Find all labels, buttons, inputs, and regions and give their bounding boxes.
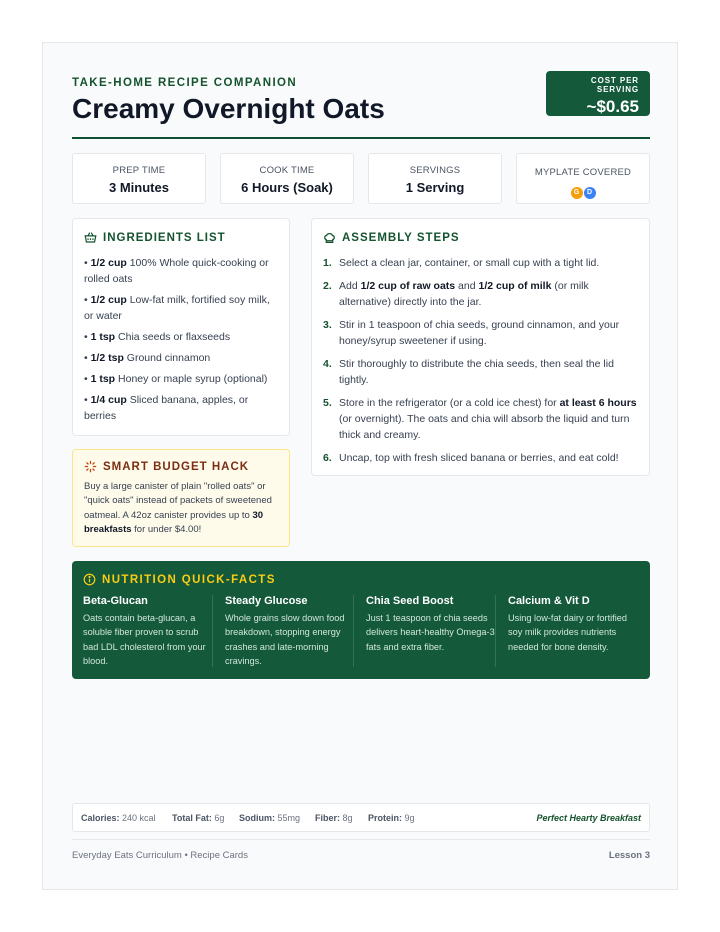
step-item xyxy=(323,255,638,271)
summary-label: Protein: xyxy=(368,813,403,823)
summary-value: 9g xyxy=(402,813,415,823)
summary-label: Sodium: xyxy=(239,813,275,823)
bold-text: 1/2 cup of raw oats xyxy=(360,280,456,292)
ingredient-qty: 1/2 tsp xyxy=(90,352,124,364)
fact-divider xyxy=(353,595,354,667)
stat-myplate xyxy=(516,153,650,204)
summary-label: Fiber: xyxy=(315,813,341,823)
step-text xyxy=(339,317,638,349)
fact-divider xyxy=(212,595,213,667)
chef-hat-icon xyxy=(323,231,336,244)
page-title: Creamy Overnight Oats xyxy=(72,93,385,124)
fact-steady-glucose xyxy=(225,595,355,671)
stats-row xyxy=(72,153,650,204)
cost-value: ~$0.65 xyxy=(586,97,639,116)
text-run: for under $4.00! xyxy=(131,523,202,535)
stat-label: MYPLATE COVERED xyxy=(534,167,632,178)
text-run: Select a clean jar, container, or small cup with a tight lid. xyxy=(339,257,600,269)
bold-text: 1/2 cup of milk xyxy=(478,280,552,292)
fact-text: Oats contain beta-glucan, a soluble fiber proven to scrub bad LDL cholesterol from your blood. xyxy=(83,613,206,666)
step-number: 5. xyxy=(323,397,332,409)
stat-label: SERVINGS xyxy=(409,165,461,176)
ingredient-text: Ground cinnamon xyxy=(123,352,211,364)
stat-value: 6 Hours (Soak) xyxy=(241,180,333,195)
header xyxy=(72,43,650,139)
food-group-badge: D xyxy=(584,187,596,199)
step-text xyxy=(339,450,619,466)
step-text xyxy=(339,356,638,388)
budget-hack-card xyxy=(72,449,290,547)
footer-lesson: Lesson 3 xyxy=(608,850,650,861)
text-run: Buy a large canister of plain "rolled oats" or "quick oats" instead of packets of sweetened oatmeal. A 42oz canister provides up to xyxy=(84,481,272,521)
text-run: Add xyxy=(339,280,361,292)
myplate-badges xyxy=(517,181,649,196)
fact-beta-glucan xyxy=(83,595,213,671)
fact-divider xyxy=(495,595,496,667)
ingredient-qty: 1/2 cup xyxy=(90,294,127,306)
fact-text: Just 1 teaspoon of chia seeds delivers heart-healthy Omega-3 fats and extra fiber. xyxy=(366,613,495,652)
summary-sodium xyxy=(239,813,300,823)
recipe-card xyxy=(42,42,678,890)
stat-label: PREP TIME xyxy=(112,165,166,176)
summary-protein xyxy=(368,813,415,823)
ingredient-text: Low-fat milk, fortified soy milk, or water xyxy=(84,294,270,322)
step-text xyxy=(339,255,599,271)
cost-label: COST PER SERVING xyxy=(590,76,639,94)
fact-title: Calcium & Vit D xyxy=(508,595,590,607)
summary-fiber xyxy=(315,813,353,823)
step-item xyxy=(323,278,638,310)
ingredient-text: 100% Whole quick-cooking or rolled oats xyxy=(84,257,269,285)
bold-text: at least 6 hours xyxy=(559,397,637,409)
footer-curriculum: Everyday Eats Curriculum • Recipe Cards xyxy=(72,850,248,861)
info-icon xyxy=(83,573,96,586)
ingredients-list xyxy=(84,255,278,424)
summary-value: 8g xyxy=(340,813,353,823)
hack-heading xyxy=(84,460,278,473)
step-number: 6. xyxy=(323,452,332,464)
summary-calories xyxy=(81,813,156,823)
ingredient-qty: 1 tsp xyxy=(90,331,116,343)
step-number: 4. xyxy=(323,358,332,370)
food-group-badge: G xyxy=(571,187,583,199)
steps-list xyxy=(323,255,638,466)
stat-label: COOK TIME xyxy=(259,165,315,176)
ingredient-item: • 1/2 tsp Ground cinnamon xyxy=(84,352,211,364)
text-run: (or overnight). The oats and chia will absorb the liquid and turn thick and creamy. xyxy=(339,413,630,441)
nutrition-panel xyxy=(72,561,650,679)
step-number: 3. xyxy=(323,319,332,331)
ingredient-text: Honey or maple syrup (optional) xyxy=(115,373,268,385)
ingredients-heading xyxy=(84,231,278,244)
nutrition-heading-text: NUTRITION QUICK-FACTS xyxy=(102,573,276,586)
fact-text: Whole grains slow down food breakdown, stopping energy crashes and late-morning cravings. xyxy=(225,613,345,666)
text-run: Store in the refrigerator (or a cold ice chest) for xyxy=(339,397,560,409)
nutrition-heading xyxy=(83,573,639,586)
summary-label: Calories: xyxy=(81,813,120,823)
ingredients-heading-text: INGREDIENTS LIST xyxy=(103,231,226,244)
text-run: and xyxy=(455,280,479,292)
fact-title: Steady Glucose xyxy=(225,595,308,607)
text-run: Stir in 1 teaspoon of chia seeds, ground cinnamon, and your honey/syrup sweetener if using. xyxy=(339,319,620,347)
steps-heading xyxy=(323,231,638,244)
step-text xyxy=(339,278,638,310)
ingredients-card xyxy=(72,218,290,436)
basket-icon xyxy=(84,231,97,244)
step-text xyxy=(339,395,638,443)
fact-text: Using low-fat dairy or fortified soy milk provides nutrients needed for bone density. xyxy=(508,613,627,652)
bold-text: 30 breakfasts xyxy=(84,509,264,535)
stat-value: 1 Serving xyxy=(405,180,465,195)
steps-heading-text: ASSEMBLY STEPS xyxy=(342,231,460,244)
ingredient-item: • 1 tsp Chia seeds or flaxseeds xyxy=(84,331,231,343)
text-run: Uncap, top with fresh sliced banana or berries, and eat cold! xyxy=(339,452,619,464)
footer-divider xyxy=(72,839,650,840)
ingredient-item: • 1/4 cup Sliced banana, apples, or berries xyxy=(84,394,249,422)
summary-value: 240 kcal xyxy=(119,813,156,823)
summary-label: Total Fat: xyxy=(172,813,212,823)
fact-chia-seed-boost xyxy=(366,595,496,671)
summary-value: 55mg xyxy=(275,813,301,823)
nutrition-summary-bar xyxy=(72,803,650,832)
eyebrow: TAKE-HOME RECIPE COMPANION xyxy=(72,77,298,89)
stat-servings xyxy=(368,153,502,204)
stat-prep-time xyxy=(72,153,206,204)
stat-cook-time xyxy=(220,153,354,204)
step-item xyxy=(323,317,638,349)
step-item xyxy=(323,450,638,466)
hack-heading-text: SMART BUDGET HACK xyxy=(103,460,250,473)
step-item xyxy=(323,395,638,443)
ingredient-item: • 1 tsp Honey or maple syrup (optional) xyxy=(84,373,268,385)
fact-calcium-vit-d xyxy=(508,595,638,671)
fact-title: Chia Seed Boost xyxy=(366,595,454,607)
ingredient-item: • 1/2 cup 100% Whole quick-cooking or rolled oats xyxy=(84,257,269,285)
ingredient-text: Sliced banana, apples, or berries xyxy=(84,394,249,422)
stat-value: 3 Minutes xyxy=(109,180,169,195)
step-number: 1. xyxy=(323,257,332,269)
ingredient-text: Chia seeds or flaxseeds xyxy=(115,331,231,343)
summary-value: 6g xyxy=(211,813,225,823)
step-number: 2. xyxy=(323,280,332,292)
ingredient-qty: 1 tsp xyxy=(90,373,116,385)
ingredient-qty: 1/2 cup xyxy=(90,257,127,269)
nutrition-facts xyxy=(83,595,639,671)
summary-total-fat xyxy=(172,813,224,823)
fact-title: Beta-Glucan xyxy=(83,595,148,607)
ingredient-item: • 1/2 cup Low-fat milk, fortified soy milk, or water xyxy=(84,294,270,322)
hack-text xyxy=(84,480,278,537)
summary-tagline: Perfect Hearty Breakfast xyxy=(536,813,641,823)
text-run: (or milk alternative) directly into the jar. xyxy=(339,280,589,308)
text-run: Stir thoroughly to distribute the chia seeds, then seal the lid tightly. xyxy=(339,358,614,386)
steps-card xyxy=(311,218,650,476)
sparkle-icon xyxy=(84,460,97,473)
ingredient-qty: 1/4 cup xyxy=(90,394,127,406)
step-item xyxy=(323,356,638,388)
cost-badge xyxy=(546,71,650,116)
